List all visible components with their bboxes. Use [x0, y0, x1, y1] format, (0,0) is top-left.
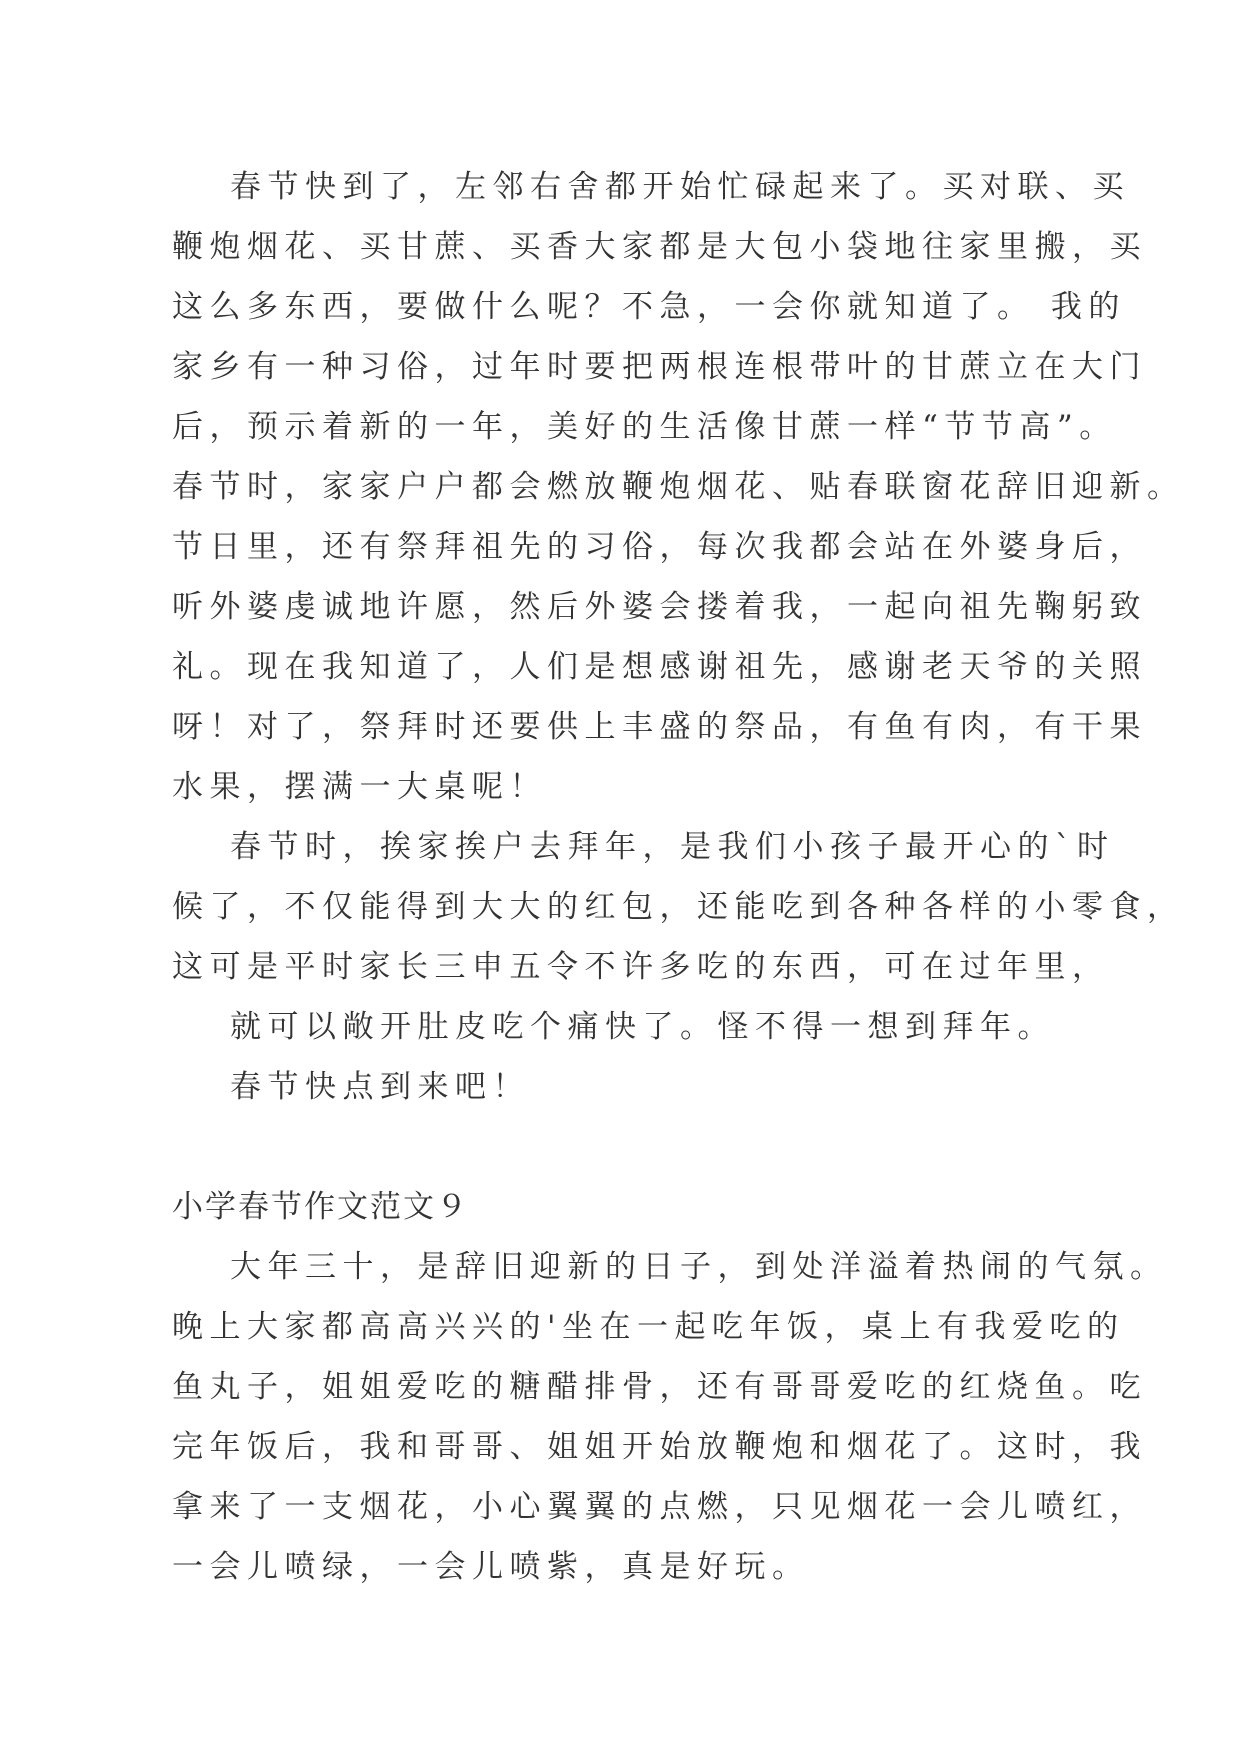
text-line: 家乡有一种习俗，过年时要把两根连根带叶的甘蔗立在大门 — [172, 349, 1147, 385]
text-line: 春节时，家家户户都会燃放鞭炮烟花、贴春联窗花辞旧迎新。 — [172, 469, 1185, 505]
text-line: 春节时，挨家挨户去拜年，是我们小孩子最开心的`时 — [230, 829, 1115, 865]
text-line: 一会儿喷绿，一会儿喷紫，真是好玩。 — [172, 1549, 810, 1585]
text-line: 就可以敞开肚皮吃个痛快了。怪不得一想到拜年。 — [230, 1009, 1055, 1045]
text-line: 节日里，还有祭拜祖先的习俗，每次我都会站在外婆身后， — [172, 529, 1147, 565]
section-heading: 小学春节作文范文９ — [172, 1189, 469, 1225]
text-line: 拿来了一支烟花，小心翼翼的点燃，只见烟花一会儿喷红， — [172, 1489, 1147, 1525]
text-line: 春节快点到来吧！ — [230, 1069, 530, 1105]
text-line: 水果，摆满一大桌呢！ — [172, 769, 547, 805]
text-line: 鞭炮烟花、买甘蔗、买香大家都是大包小袋地往家里搬，买 — [172, 229, 1147, 265]
text-line: 晚上大家都高高兴兴的'坐在一起吃年饭，桌上有我爱吃的 — [172, 1309, 1125, 1345]
text-line: 这可是平时家长三申五令不许多吃的东西，可在过年里， — [172, 949, 1110, 985]
text-line: 候了，不仅能得到大大的红包，还能吃到各种各样的小零食， — [172, 889, 1185, 925]
text-line: 这么多东西，要做什么呢？不急，一会你就知道了。 我的 — [172, 289, 1126, 325]
text-line: 鱼丸子，姐姐爱吃的糖醋排骨，还有哥哥爱吃的红烧鱼。吃 — [172, 1369, 1147, 1405]
text-line: 后，预示着新的一年，美好的生活像甘蔗一样“节节高”。 — [172, 409, 1117, 445]
text-line: 春节快到了，左邻右舍都开始忙碌起来了。买对联、买 — [230, 169, 1130, 205]
text-line: 完年饭后，我和哥哥、姐姐开始放鞭炮和烟花了。这时，我 — [172, 1429, 1147, 1465]
text-line: 大年三十，是辞旧迎新的日子，到处洋溢着热闹的气氛。 — [230, 1249, 1168, 1285]
text-line: 呀！对了，祭拜时还要供上丰盛的祭品，有鱼有肉，有干果 — [172, 709, 1147, 745]
text-line: 礼。现在我知道了，人们是想感谢祖先，感谢老天爷的关照 — [172, 649, 1147, 685]
text-line: 听外婆虔诚地许愿，然后外婆会搂着我，一起向祖先鞠躬致 — [172, 589, 1147, 625]
